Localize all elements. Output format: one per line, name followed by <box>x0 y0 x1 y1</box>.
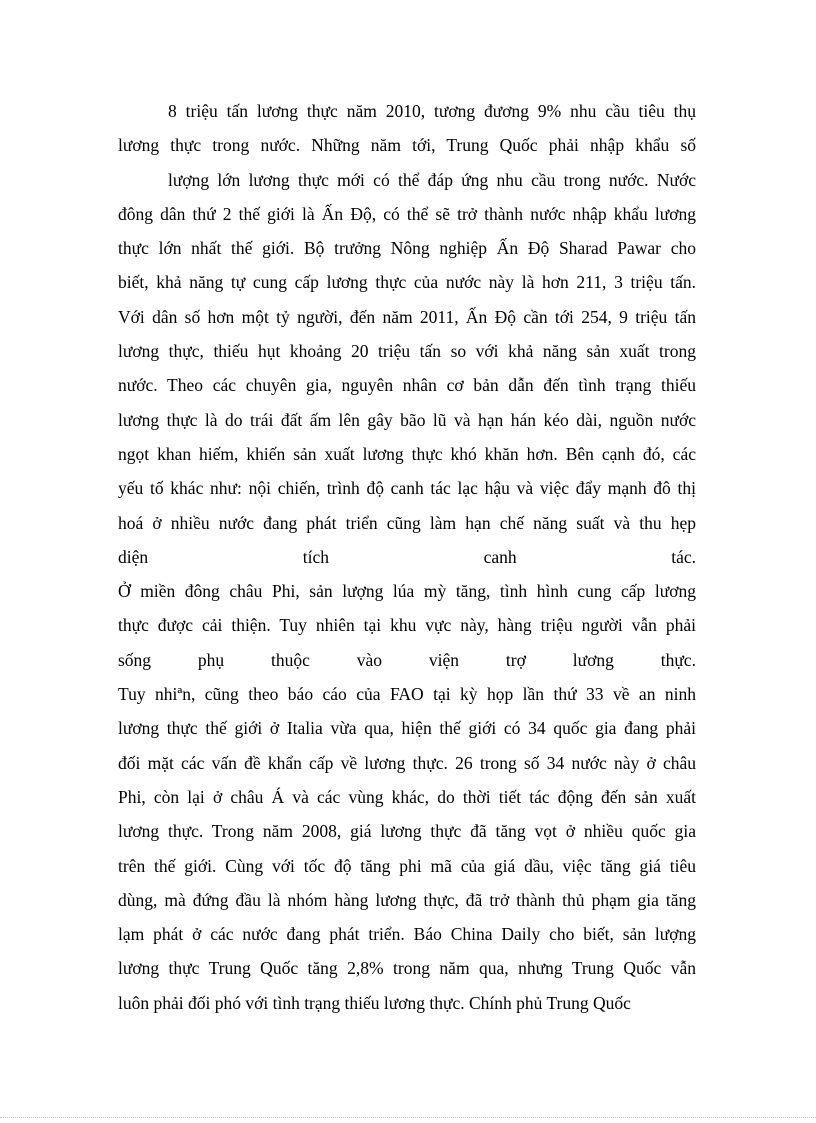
text-line: yếu tố khác như: nội chiến, trình độ canh tác lạc hậu và việc đẩy mạnh đô thị <box>118 478 696 499</box>
text-line: lương thực, thiếu hụt khoảng 20 triệu tấn so với khả năng sản xuất trong <box>118 341 696 362</box>
text-line-spread <box>118 643 696 677</box>
text-line: lương thực là do trái đất ấm lên gây bão lũ và hạn hán kéo dài, nguồn nước <box>118 409 696 430</box>
word: thuộc <box>271 649 310 670</box>
text-line: lương thực trong nước. Những năm tới, Trung Quốc phải nhập khẩu số <box>118 135 696 156</box>
text-line: thực lớn nhất thế giới. Bộ trưởng Nông nghiệp Ấn Độ Sharad Pawar cho <box>118 238 696 259</box>
text-line: 8 triệu tấn lương thực năm 2010, tương đương 9% nhu cầu tiêu thụ <box>168 101 696 121</box>
word: diện <box>118 546 149 567</box>
word: sống <box>118 649 152 670</box>
text-line: Tuy nhiªn, cũng theo báo cáo của FAO tại kỳ họp lần thứ 33 về an ninh <box>118 684 696 705</box>
text-line: ngọt khan hiếm, khiến sản xuất lương thực khó khăn hơn. Bên cạnh đó, các <box>118 443 696 464</box>
text-line: Phi, còn lại ở châu Á và các vùng khác, do thời tiết tác động đến sản xuất <box>118 786 696 807</box>
body-text <box>118 94 696 1020</box>
word: vào <box>356 649 383 670</box>
word: viện <box>428 649 460 670</box>
text-line: đông dân thứ 2 thế giới là Ấn Độ, có thể sẽ trở thành nước nhập khẩu lương <box>118 203 696 224</box>
text-line: lạm phát ở các nước đang phát triển. Báo China Daily cho biết, sản lượng <box>118 924 696 945</box>
text-line: đối mặt các vấn đề khẩn cấp về lương thực. 26 trong số 34 nước này ở châu <box>118 752 696 773</box>
text-line: thực được cải thiện. Tuy nhiên tại khu vực này, hàng triệu người vẫn phải <box>118 615 696 636</box>
text-line: lương thực thế giới ở Italia vừa qua, hiện thế giới có 34 quốc gia đang phải <box>118 718 696 739</box>
text-line: trên thế giới. Cùng với tốc độ tăng phi mã của giá dầu, việc tăng giá tiêu <box>118 855 696 876</box>
text-line-spread <box>118 540 696 574</box>
text-line: hoá ở nhiều nước đang phát triển cũng làm hạn chế năng suất và thu hẹp <box>118 512 696 533</box>
text-line: biết, khả năng tự cung cấp lương thực của nước này là hơn 211, 3 triệu tấn. <box>118 272 696 293</box>
word: trợ <box>505 649 526 670</box>
text-line: lương thực Trung Quốc tăng 2,8% trong năm qua, nhưng Trung Quốc vẫn <box>118 958 696 979</box>
word: phụ <box>197 649 225 670</box>
word: lương <box>572 649 614 670</box>
text-line: lượng lớn lương thực mới có thể đáp ứng nhu cầu trong nước. Nước <box>168 169 696 190</box>
word: thực. <box>660 649 696 670</box>
text-line: nước. Theo các chuyên gia, nguyên nhân cơ bản dẫn đến tình trạng thiếu <box>118 375 696 396</box>
text-line: lương thực. Trong năm 2008, giá lương thực đã tăng vọt ở nhiều quốc gia <box>118 821 696 842</box>
text-line-last: luôn phải đối phó với tình trạng thiếu lương thực. Chính phủ Trung Quốc <box>118 992 631 1013</box>
text-line: Ở miền đông châu Phi, sản lượng lúa mỳ tăng, tình hình cung cấp lương <box>118 581 696 602</box>
word: canh <box>483 546 517 567</box>
text-line: dùng, mà đứng đầu là nhóm hàng lương thực, đã trở thành thủ phạm gia tăng <box>118 889 696 910</box>
text-line: Với dân số hơn một tỷ người, đến năm 2011, Ấn Độ cần tới 254, 9 triệu tấn <box>118 306 696 327</box>
word: tác. <box>671 546 696 567</box>
word: tích <box>302 546 329 567</box>
page-bottom-border <box>0 1117 816 1118</box>
